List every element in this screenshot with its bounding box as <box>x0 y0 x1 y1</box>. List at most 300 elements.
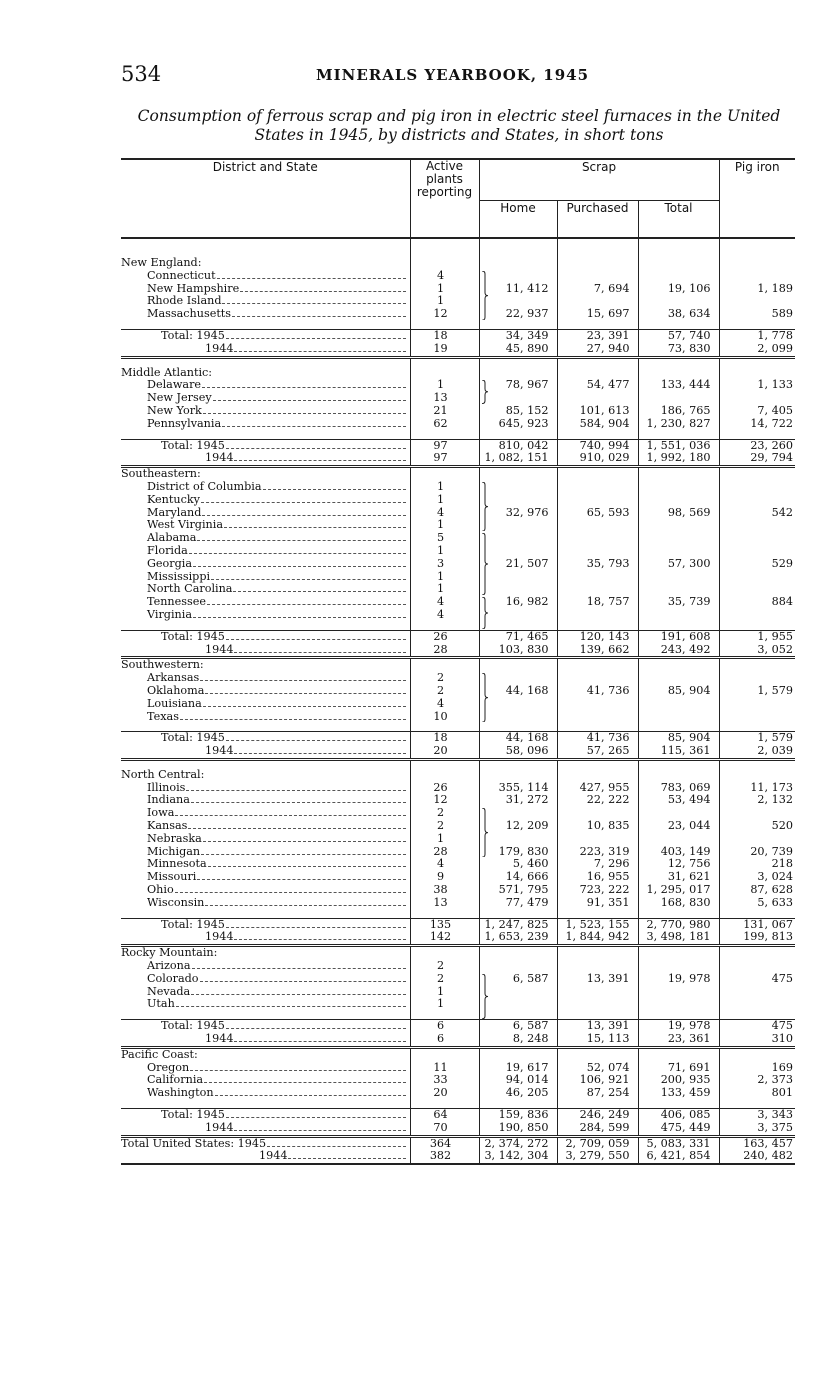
scrap-total-cell: 38, 634 <box>638 308 719 321</box>
scrap-purchased-cell <box>557 321 638 330</box>
scrap-home-cell: 32, 976 <box>479 507 557 520</box>
scrap-total-cell <box>638 238 719 257</box>
leader-dots <box>200 980 406 982</box>
pig-iron-cell <box>719 532 795 545</box>
table-row <box>121 329 795 342</box>
col-header-total: Total <box>638 201 719 239</box>
leader-dots <box>234 1040 405 1042</box>
scrap-home-cell: 810, 042 <box>479 439 557 452</box>
spacer-row <box>121 622 795 631</box>
scrap-purchased-cell: 15, 697 <box>557 308 638 321</box>
pig-iron-cell <box>719 519 795 532</box>
scrap-home-cell: 571, 795 <box>479 884 557 897</box>
scrap-total-cell <box>638 519 719 532</box>
scrap-purchased-cell <box>557 807 638 820</box>
table-row <box>121 379 795 392</box>
row-label <box>121 507 410 520</box>
scrap-home-cell: 1, 247, 825 <box>479 918 557 931</box>
row-label-text: Minnesota <box>147 858 207 871</box>
leader-dots <box>234 1129 405 1131</box>
spacer-row <box>121 759 795 769</box>
leader-dots <box>189 552 406 554</box>
scrap-purchased-cell: 101, 613 <box>557 405 638 418</box>
table-row <box>121 519 795 532</box>
scrap-purchased-cell: 15, 113 <box>557 1033 638 1047</box>
scrap-total-cell <box>638 295 719 308</box>
active-plants-cell: 18 <box>410 329 479 342</box>
row-label <box>121 481 410 494</box>
pig-iron-cell <box>719 431 795 440</box>
table-row <box>121 1150 795 1164</box>
spacer-row <box>121 431 795 440</box>
row-label <box>121 782 410 795</box>
col-header-home: Home <box>479 201 557 239</box>
scrap-total-cell: 53, 494 <box>638 794 719 807</box>
scrap-home-cell <box>479 257 557 270</box>
table-row <box>121 343 795 357</box>
scrap-total-cell <box>638 357 719 367</box>
scrap-home-cell <box>479 769 557 782</box>
active-plants-cell: 62 <box>410 418 479 431</box>
leader-dots <box>234 752 405 754</box>
table-row <box>121 782 795 795</box>
row-label <box>121 1020 410 1033</box>
scrap-purchased-cell <box>557 723 638 732</box>
leader-dots <box>226 739 406 741</box>
table-row <box>121 897 795 910</box>
consumption-table <box>121 158 795 1165</box>
scrap-home-cell <box>479 295 557 308</box>
active-plants-cell: 2 <box>410 807 479 820</box>
leader-dots <box>226 1116 406 1118</box>
leader-dots <box>190 1069 405 1071</box>
row-label-text: Southwestern: <box>121 658 204 672</box>
row-label-text: 1944 <box>205 643 234 656</box>
row-label-text: Wisconsin <box>147 896 205 909</box>
row-label-text: Oregon <box>147 1061 190 1074</box>
scrap-home-cell: 58, 096 <box>479 745 557 759</box>
scrap-total-cell: 19, 978 <box>638 973 719 986</box>
active-plants-cell: 19 <box>410 343 479 357</box>
active-plants-cell: 1 <box>410 998 479 1011</box>
table-row <box>121 973 795 986</box>
scrap-home-cell: 190, 850 <box>479 1122 557 1136</box>
active-plants-cell <box>410 769 479 782</box>
pig-iron-cell: 1, 778 <box>719 329 795 342</box>
table-row <box>121 1020 795 1033</box>
row-label-text: Kansas <box>147 820 188 833</box>
row-label-text: Total: 1945 <box>161 1108 225 1122</box>
pig-iron-cell <box>719 238 795 257</box>
scrap-purchased-cell: 41, 736 <box>557 732 638 745</box>
row-label-text: Utah <box>147 998 175 1011</box>
row-label <box>121 1136 410 1150</box>
active-plants-cell: 13 <box>410 897 479 910</box>
leader-dots <box>213 399 406 401</box>
scrap-purchased-cell: 1, 844, 942 <box>557 931 638 945</box>
row-label <box>121 532 410 545</box>
leader-dots <box>207 603 406 605</box>
active-plants-cell: 2 <box>410 820 479 833</box>
leader-dots <box>188 827 405 829</box>
active-plants-cell: 1 <box>410 283 479 296</box>
active-plants-cell: 21 <box>410 405 479 418</box>
table-row <box>121 630 795 643</box>
active-plants-cell <box>410 1100 479 1109</box>
scrap-home-cell: 2, 374, 272 <box>479 1136 557 1150</box>
scrap-purchased-cell <box>557 571 638 584</box>
active-plants-cell <box>410 946 479 960</box>
row-label-text: Total: 1945 <box>161 439 225 452</box>
table-row <box>121 884 795 897</box>
pig-iron-cell: 520 <box>771 820 794 833</box>
row-label-text: Alabama <box>147 532 197 545</box>
table-row <box>121 283 795 296</box>
scrap-home-cell: 6, 587 <box>479 1020 557 1033</box>
row-label-text: Texas <box>147 710 179 723</box>
scrap-home-cell: 21, 507 <box>479 558 557 571</box>
pig-iron-cell <box>719 494 795 507</box>
table-row <box>121 1047 795 1061</box>
row-label <box>121 1033 410 1047</box>
table-row <box>121 1087 795 1100</box>
scrap-total-cell <box>638 609 719 622</box>
pig-iron-cell <box>719 367 795 380</box>
scrap-total-cell: 133, 444 <box>638 379 719 392</box>
active-plants-cell <box>410 431 479 440</box>
scrap-home-cell <box>479 367 557 380</box>
row-label-text: Connecticut <box>147 269 216 282</box>
pig-iron-cell: 11, 173 <box>750 781 794 794</box>
row-label <box>121 644 410 658</box>
active-plants-cell: 1 <box>410 571 479 584</box>
scrap-purchased-cell: 54, 477 <box>557 379 638 392</box>
row-label-text: Maryland <box>147 506 202 519</box>
row-label-text: Missouri <box>147 871 197 884</box>
active-plants-cell: 64 <box>410 1109 479 1122</box>
table-row <box>121 998 795 1011</box>
row-label-text: Michigan <box>147 845 201 858</box>
active-plants-cell: 1 <box>410 494 479 507</box>
table-row <box>121 732 795 745</box>
scrap-purchased-cell: 13, 391 <box>557 973 638 986</box>
pig-iron-cell <box>719 467 795 481</box>
scrap-purchased-cell <box>557 257 638 270</box>
row-label <box>121 858 410 871</box>
pig-iron-cell: 218 <box>771 858 794 871</box>
active-plants-cell: 1 <box>410 295 479 308</box>
leader-dots <box>208 865 406 867</box>
table-row <box>121 532 795 545</box>
table-row <box>121 609 795 622</box>
scrap-purchased-cell: 1, 523, 155 <box>557 918 638 931</box>
row-label <box>121 846 410 859</box>
active-plants-cell: 6 <box>410 1033 479 1047</box>
scrap-purchased-cell: 223, 319 <box>557 846 638 859</box>
leader-dots <box>234 938 405 940</box>
row-label <box>121 685 410 698</box>
row-label-text: Total: 1945 <box>161 630 225 643</box>
row-label <box>121 238 410 257</box>
scrap-home-cell <box>479 532 557 545</box>
row-label <box>121 1062 410 1075</box>
row-label <box>121 583 410 596</box>
table-row <box>121 658 795 672</box>
scrap-home-cell: 645, 923 <box>479 418 557 431</box>
scrap-home-cell: 44, 168 <box>479 685 557 698</box>
scrap-home-cell <box>479 545 557 558</box>
pig-iron-cell <box>719 1100 795 1109</box>
row-label-text: Ohio <box>147 884 174 897</box>
scrap-purchased-cell <box>557 833 638 846</box>
scrap-home-cell <box>479 622 557 631</box>
leader-dots <box>240 290 405 292</box>
active-plants-cell: 26 <box>410 782 479 795</box>
active-plants-cell: 9 <box>410 871 479 884</box>
scrap-home-cell: 355, 114 <box>479 782 557 795</box>
scrap-total-cell: 2, 770, 980 <box>638 918 719 931</box>
active-plants-cell: 33 <box>410 1074 479 1087</box>
active-plants-cell: 1 <box>410 379 479 392</box>
active-plants-cell <box>410 1011 479 1020</box>
row-label <box>121 571 410 584</box>
scrap-home-cell: 179, 830 <box>479 846 557 859</box>
leader-dots <box>193 616 405 618</box>
scrap-home-cell <box>479 321 557 330</box>
active-plants-cell: 2 <box>410 973 479 986</box>
scrap-home-cell <box>479 431 557 440</box>
spacer-row <box>121 238 795 257</box>
group-brace <box>481 380 489 404</box>
scrap-total-cell <box>638 672 719 685</box>
active-plants-cell: 364 <box>410 1136 479 1150</box>
pig-iron-cell: 1, 189 <box>757 282 794 295</box>
scrap-total-cell: 3, 498, 181 <box>638 931 719 945</box>
row-label <box>121 367 410 380</box>
row-label <box>121 658 410 672</box>
leader-dots <box>203 705 406 707</box>
scrap-purchased-cell: 57, 265 <box>557 745 638 759</box>
scrap-total-cell <box>638 571 719 584</box>
col-header-scrap: Scrap <box>479 159 719 201</box>
pig-iron-cell <box>719 998 795 1011</box>
active-plants-cell: 20 <box>410 745 479 759</box>
pig-iron-cell: 23, 260 <box>719 439 795 452</box>
leader-dots <box>197 878 405 880</box>
row-label-text: Delaware <box>147 379 202 392</box>
row-label-text: Total: 1945 <box>161 918 225 931</box>
scrap-home-cell <box>479 1100 557 1109</box>
leader-dots <box>222 425 405 427</box>
row-label-text: North Central: <box>121 768 205 781</box>
scrap-home-cell: 77, 479 <box>479 897 557 910</box>
scrap-purchased-cell <box>557 295 638 308</box>
row-label <box>121 745 410 759</box>
scrap-home-cell: 78, 967 <box>479 379 557 392</box>
pig-iron-cell: 1, 579 <box>757 684 794 697</box>
active-plants-cell: 28 <box>410 846 479 859</box>
pig-iron-cell <box>719 946 795 960</box>
group-brace <box>481 597 489 629</box>
scrap-purchased-cell <box>557 583 638 596</box>
scrap-purchased-cell: 7, 694 <box>557 283 638 296</box>
scrap-total-cell: 186, 765 <box>638 405 719 418</box>
table-row <box>121 1122 795 1136</box>
active-plants-cell: 4 <box>410 596 479 609</box>
table-row <box>121 481 795 494</box>
leader-dots <box>222 302 405 304</box>
active-plants-cell: 4 <box>410 270 479 283</box>
scrap-purchased-cell <box>557 672 638 685</box>
row-label-text: Oklahoma <box>147 684 205 697</box>
row-label <box>121 622 410 631</box>
scrap-home-cell: 11, 412 <box>479 283 557 296</box>
spacer-row <box>121 723 795 732</box>
pig-iron-cell: 5, 633 <box>757 896 794 909</box>
scrap-purchased-cell <box>557 609 638 622</box>
leader-dots <box>193 565 405 567</box>
pig-iron-cell <box>719 583 795 596</box>
active-plants-cell <box>410 723 479 732</box>
pig-iron-cell <box>719 807 795 820</box>
leader-dots <box>234 459 405 461</box>
active-plants-cell <box>410 367 479 380</box>
scrap-total-cell: 5, 083, 331 <box>638 1136 719 1150</box>
col-header-purchased: Purchased <box>557 201 638 239</box>
row-label <box>121 1011 410 1020</box>
scrap-total-cell <box>638 1047 719 1061</box>
leader-dots <box>217 277 406 279</box>
active-plants-cell: 28 <box>410 644 479 658</box>
table-row <box>121 545 795 558</box>
table-row <box>121 644 795 658</box>
row-label-text: 1944 <box>205 1033 234 1046</box>
pig-iron-cell <box>719 759 795 769</box>
scrap-purchased-cell: 106, 921 <box>557 1074 638 1087</box>
row-label <box>121 698 410 711</box>
scrap-total-cell: 191, 608 <box>638 630 719 643</box>
scrap-total-cell: 19, 106 <box>638 283 719 296</box>
scrap-total-cell: 19, 978 <box>638 1020 719 1033</box>
row-label <box>121 270 410 283</box>
active-plants-cell: 12 <box>410 308 479 321</box>
spacer-row <box>121 910 795 919</box>
pig-iron-cell: 169 <box>771 1061 794 1074</box>
col-header-active-plants <box>410 159 479 238</box>
pig-iron-cell <box>719 392 795 405</box>
active-plants-cell: 18 <box>410 732 479 745</box>
active-plants-label: Active plants reporting <box>416 159 473 199</box>
row-label-text: Massachusetts <box>147 308 232 321</box>
scrap-home-cell <box>479 1047 557 1061</box>
scrap-home-cell <box>479 986 557 999</box>
pig-iron-cell: 2, 099 <box>719 343 795 357</box>
row-label <box>121 910 410 919</box>
scrap-purchased-cell <box>557 367 638 380</box>
row-label <box>121 732 410 745</box>
scrap-home-cell <box>479 833 557 846</box>
leader-dots <box>232 315 405 317</box>
leader-dots <box>267 1145 405 1147</box>
row-label-text: Total United States: 1945 <box>121 1136 267 1150</box>
row-label <box>121 609 410 622</box>
row-label <box>121 545 410 558</box>
scrap-purchased-cell <box>557 910 638 919</box>
row-label-text: Georgia <box>147 557 193 570</box>
leader-dots <box>234 651 405 653</box>
spacer-row <box>121 357 795 367</box>
scrap-purchased-cell: 427, 955 <box>557 782 638 795</box>
scrap-purchased-cell: 120, 143 <box>557 630 638 643</box>
active-plants-cell <box>410 658 479 672</box>
row-label <box>121 295 410 308</box>
active-plants-cell: 4 <box>410 609 479 622</box>
scrap-home-cell: 45, 890 <box>479 343 557 357</box>
row-label <box>121 467 410 481</box>
scrap-home-cell <box>479 723 557 732</box>
row-label <box>121 439 410 452</box>
table-row <box>121 418 795 431</box>
pig-iron-cell: 3, 024 <box>757 871 794 884</box>
row-label-text: 1944 <box>205 452 234 465</box>
row-label-text: West Virginia <box>147 519 224 532</box>
scrap-home-cell <box>479 910 557 919</box>
scrap-total-cell <box>638 467 719 481</box>
scrap-total-cell: 73, 830 <box>638 343 719 357</box>
row-label-text: Pennsylvania <box>147 417 222 430</box>
row-label-text: New England: <box>121 257 202 269</box>
leader-dots <box>205 692 405 694</box>
row-label-text: Southeastern: <box>121 467 201 481</box>
scrap-total-cell <box>638 321 719 330</box>
active-plants-cell: 20 <box>410 1087 479 1100</box>
row-label <box>121 931 410 945</box>
row-label-text: 1944 <box>205 931 234 944</box>
scrap-home-cell <box>479 583 557 596</box>
scrap-total-cell <box>638 583 719 596</box>
scrap-home-cell: 31, 272 <box>479 794 557 807</box>
active-plants-cell <box>410 321 479 330</box>
row-label <box>121 807 410 820</box>
row-label-text: Virginia <box>147 608 193 621</box>
active-plants-cell <box>410 759 479 769</box>
scrap-total-cell <box>638 392 719 405</box>
scrap-total-cell: 85, 904 <box>638 685 719 698</box>
table-row <box>121 1062 795 1075</box>
pig-iron-cell: 2, 039 <box>719 745 795 759</box>
row-label-text: Washington <box>147 1087 214 1100</box>
scrap-total-cell: 783, 069 <box>638 782 719 795</box>
scrap-purchased-cell <box>557 270 638 283</box>
pig-iron-cell <box>719 986 795 999</box>
leader-dots <box>234 350 405 352</box>
scrap-total-cell <box>638 910 719 919</box>
scrap-total-cell: 200, 935 <box>638 1074 719 1087</box>
table-row <box>121 711 795 724</box>
active-plants-cell: 1 <box>410 583 479 596</box>
row-label <box>121 343 410 357</box>
row-label <box>121 871 410 884</box>
scrap-purchased-cell <box>557 711 638 724</box>
active-plants-cell <box>410 238 479 257</box>
scrap-total-cell: 71, 691 <box>638 1062 719 1075</box>
row-label <box>121 558 410 571</box>
pig-iron-cell <box>719 910 795 919</box>
active-plants-cell: 1 <box>410 833 479 846</box>
table-row <box>121 439 795 452</box>
scrap-total-cell: 406, 085 <box>638 1109 719 1122</box>
table-row <box>121 1109 795 1122</box>
